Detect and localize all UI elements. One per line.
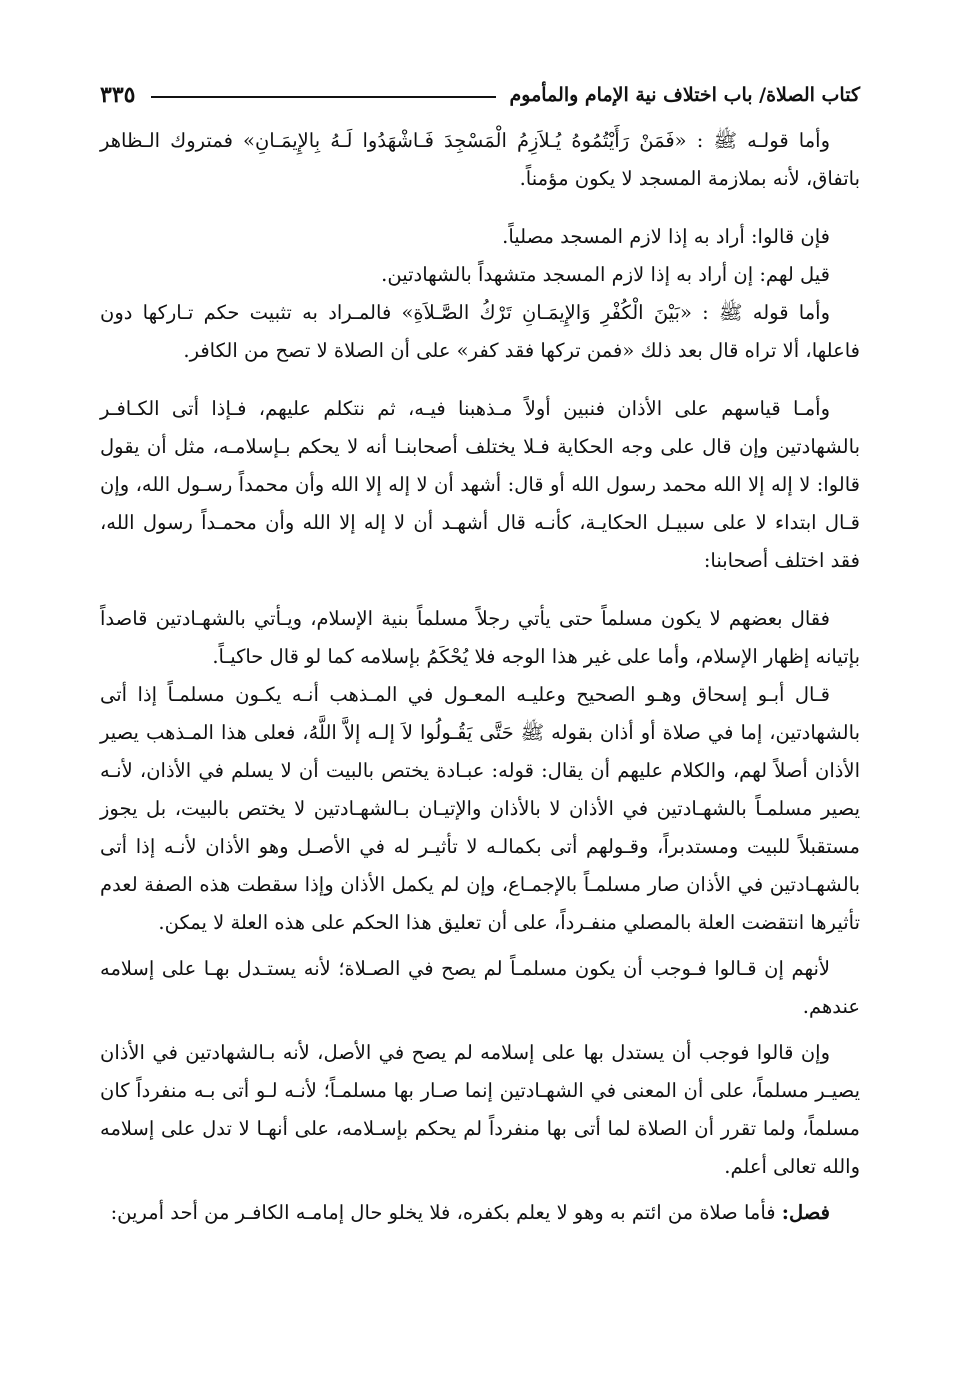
paragraph xyxy=(100,950,860,1026)
chapter-title: كتاب الصلاة/ باب اختلاف نية الإمام والمأموم xyxy=(509,84,860,106)
paragraph-text: لأنهم إن قـالوا فـوجب أن يكون مسلمـاً لم يصح في الصـلاة؛ لأنه يستـدل بهـا على إسلامه عندهم. xyxy=(100,957,860,1018)
paragraph-text: وأما قوله ﷺ : «بَيْنَ الْكُفْرِ وَالإِيمَـانِ تَرْكُ الصَّـلاَةِ» فالمـراد به تثبيت حكم تـاركها دون فاعلها، ألا تراه قال بعد ذلك «فمن تركها فقد كفر» على أن الصلاة لا تصح من الكافر. xyxy=(100,301,860,362)
paragraph-text: قيل لهم: إن أراد به إذا لازم المسجد متشهداً بالشهادتين. xyxy=(381,263,830,286)
paragraph-text: فإن قالوا: أراد به إذا لازم المسجد مصلياً. xyxy=(502,225,830,248)
book-page xyxy=(100,78,860,1359)
paragraph xyxy=(100,218,860,256)
paragraph xyxy=(100,600,860,676)
paragraph xyxy=(100,294,860,370)
paragraph xyxy=(100,1034,860,1186)
paragraph xyxy=(100,256,860,294)
section-lead: فصل: xyxy=(781,1201,830,1224)
paragraph-text: وأما قولـه ﷺ : «فَمَنْ رَأَيْتُمُوهُ يُـلاَزِمُ الْمَسْجِدَ فَـاشْهَدُوا لَـهُ بِالإِيمَـانِ» فمتروك الـظاهر باتفاق، لأنه بملازمة المسجد لا يكون مؤمناً. xyxy=(100,129,860,190)
paragraph xyxy=(100,122,860,198)
header-rule xyxy=(151,96,495,98)
page-number: ٣٣٥ xyxy=(100,82,136,108)
body-text xyxy=(100,122,860,1232)
paragraph-text: وإن قالوا فوجب أن يستدل بها على إسلامه لم يصح في الأصل، لأنه بـالشهادتين في الأذان يصيـر مسلماً، على أن المعنى في الشهـادتين إنما صـار بها مسلمـاً؛ لأنـه لـو أتى بـه منفرداً كان مسلماً، ولما تقرر أن الصلاة لما أتى بها منفرداً لم يحكم بإسـلامه، على أنهـا لا تدل على إسلامه والله تعالى أعلم. xyxy=(100,1041,860,1178)
running-header xyxy=(100,78,860,112)
paragraph xyxy=(100,676,860,942)
paragraph-text: فقال بعضهم لا يكون مسلماً حتى يأتي رجلاً مسلماً بنية الإسلام، ويـأتي بالشهـادتين قاصداً بإتيانه إظهار الإسلام، وأما على غير هذا الوجه فلا يُحْكَمُ بإسلامه كما لو قال حاكيـاً. xyxy=(100,607,860,668)
paragraph-text: فأما صلاة من ائتم به وهو لا يعلم بكفره، فلا يخلو حال إمامـه الكافـر من أحد أمرين: xyxy=(110,1201,782,1224)
paragraph xyxy=(100,1194,860,1232)
paragraph-text: وأمـا قياسهم على الأذان فنبين أولاً مـذهبنا فيـه، ثم نتكلم عليهم، فـإذا أتى الكـافـر بالشهادتين وإن قال على وجه الحكاية فـلا يختلف أصحابنـا أنه لا يحكم بـإسلامـه، مثل أن يقول قالوا: لا إله إلا الله محمد رسول الله أو قال: أشهد أن لا إله إلا الله وأن محمداً رسـول الله، وإن قـال ابتداء لا على سبيـل الحكايـة، كأنـه قال أشهـد أن لا إله إلا الله وأن محمـداً رسول الله، فقد اختلف أصحابنا: xyxy=(100,397,860,572)
paragraph-text: قـال أبـو إسحاق وهـو الصحيح وعليـه المعـول في المـذهب أنـه يكـون مسلمـاً إذا أتى بالشهادتين، إما في صلاة أو أذان بقوله ﷺ حَتَّى يَقُـولُوا لاَ إلـه إلاَّ اللَّهُ، فعلى هذا المـذهب يصير الأذان أصلاً لهم، والكلام عليهم أن يقال: قوله: عبـادة يختص بالبيت أن لا يسلم في الأذان، لأنـه يصير مسلمـاً بالشهـادتين في الأذان لا بالأذان والإتيـان بـالشهـادتين لا يختص بالبيت، بل يجوز مستقبلاً للبيت ومستدبراً، وقـولهم أتى بكمالـه لا تأثيـر له في الأصـل وهو الأذان لأنـه إذا أتى بالشهـادتين في الأذان صار مسلمـاً بالإجمـاع، وإن لم يكمل الأذان وإذا سقطت هذه الصفة لعدم تأثيرها انتقضت العلة بالمصلي منفـرداً، على أن تعليق هذا الحكم على هذه العلة لا يمكن. xyxy=(100,683,860,934)
paragraph xyxy=(100,390,860,580)
